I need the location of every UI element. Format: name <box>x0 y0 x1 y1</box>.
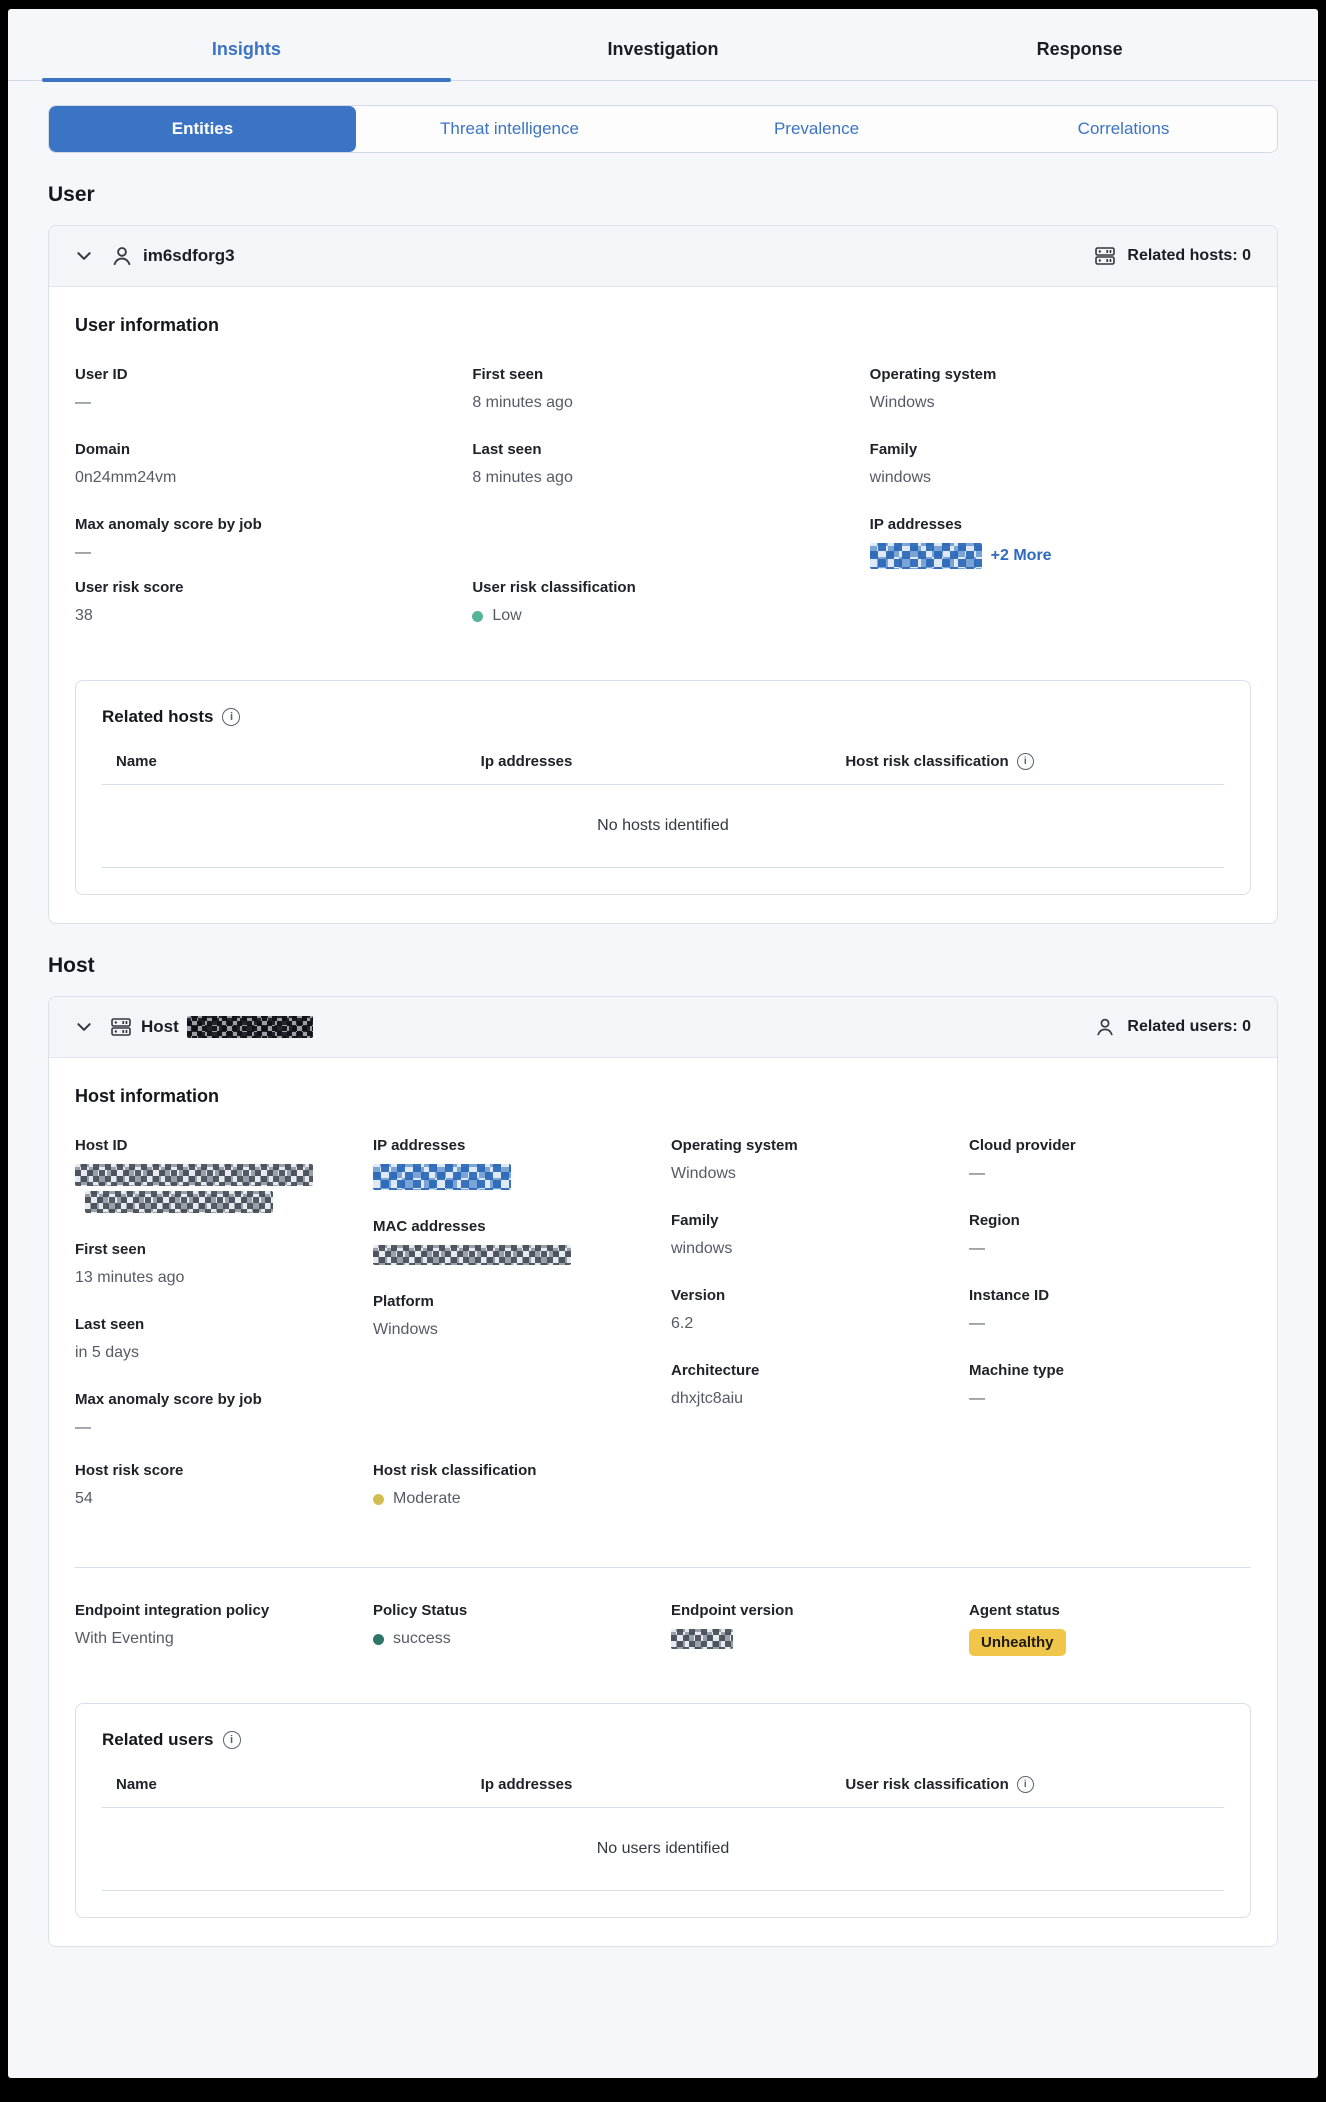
user-card-header <box>49 226 1277 287</box>
related-users-empty-state: No users identified <box>102 1808 1224 1891</box>
field-label: Last seen <box>75 1316 145 1333</box>
field-value: — <box>969 1390 985 1407</box>
related-hosts-table-header <box>102 753 1224 785</box>
field-cloud-provider <box>969 1137 1251 1184</box>
field-value: — <box>75 394 91 411</box>
tab-investigation[interactable]: Investigation <box>607 39 719 59</box>
field-user-risk-score <box>75 579 456 626</box>
col-host-risk-classification: Host risk classification <box>845 753 1009 770</box>
field-ip-addresses <box>373 1137 655 1190</box>
field-first-seen <box>472 366 853 413</box>
col-name: Name <box>116 1776 157 1793</box>
field-last-seen <box>75 1316 357 1363</box>
field-value: 6.2 <box>671 1315 694 1332</box>
field-agent-status <box>969 1602 1251 1677</box>
field-architecture <box>671 1362 953 1409</box>
info-icon[interactable]: i <box>222 708 240 726</box>
field-label: Max anomaly score by job <box>75 516 262 533</box>
field-mac-addresses <box>373 1218 655 1265</box>
user-info-col-2 <box>472 366 853 569</box>
host-title-prefix: Host <box>141 1017 179 1036</box>
related-hosts-title: Related hosts <box>102 707 214 726</box>
host-card-body <box>49 1058 1277 1946</box>
host-info-col-4 <box>969 1137 1251 1438</box>
field-host-risk-classification <box>373 1462 655 1509</box>
field-host-risk-score <box>75 1462 357 1509</box>
field-last-seen <box>472 441 853 488</box>
host-entity-card <box>48 996 1278 1947</box>
field-label: Endpoint integration policy <box>75 1602 270 1619</box>
field-label: IP addresses <box>373 1137 466 1154</box>
field-value: 54 <box>75 1490 93 1507</box>
field-operating-system <box>870 366 1251 413</box>
host-card-header <box>49 997 1277 1058</box>
flyout-panel <box>8 9 1318 2078</box>
related-hosts-count-button[interactable] <box>1093 244 1251 268</box>
host-risk-row <box>75 1462 1251 1537</box>
field-label: Family <box>671 1212 719 1229</box>
field-label: User risk classification <box>472 579 636 596</box>
redacted-mac-addresses <box>373 1245 571 1265</box>
host-info-col-3 <box>671 1137 953 1438</box>
info-icon[interactable]: i <box>1017 753 1034 770</box>
redacted-host-id <box>85 1191 273 1213</box>
user-information-title: User information <box>75 315 220 335</box>
col-name: Name <box>116 753 157 770</box>
host-section-heading: Host <box>48 954 95 977</box>
user-info-col-1 <box>75 366 456 569</box>
user-card-title <box>109 243 235 269</box>
top-tab-bar <box>8 9 1318 81</box>
col-user-risk-classification: User risk classification <box>845 1776 1009 1793</box>
user-section-heading: User <box>48 183 95 206</box>
field-value: windows <box>671 1240 733 1257</box>
field-value: 13 minutes ago <box>75 1269 185 1286</box>
redacted-host-name <box>187 1016 313 1038</box>
field-machine-type <box>969 1362 1251 1409</box>
field-max-anomaly <box>75 516 456 563</box>
user-info-col-3 <box>870 366 1251 569</box>
host-info-grid <box>75 1137 1251 1438</box>
subtab-prevalence[interactable]: Prevalence <box>773 119 860 138</box>
success-status-dot <box>373 1634 384 1645</box>
ip-more-link[interactable]: +2 More <box>990 547 1052 564</box>
storage-icon <box>1093 244 1117 268</box>
host-info-col-1 <box>75 1137 357 1438</box>
field-label: Operating system <box>671 1137 798 1154</box>
field-value: 8 minutes ago <box>472 469 573 486</box>
endpoint-row <box>75 1602 1251 1677</box>
user-icon <box>1093 1015 1117 1039</box>
redacted-ip-addresses[interactable] <box>870 543 982 569</box>
tab-response[interactable]: Response <box>1036 39 1123 59</box>
field-value: With Eventing <box>75 1630 174 1647</box>
field-value: success <box>393 1630 451 1647</box>
related-users-title: Related users <box>102 1730 214 1749</box>
user-card-body <box>49 287 1277 923</box>
field-label: First seen <box>75 1241 146 1258</box>
subtab-entities[interactable]: Entities <box>49 106 356 152</box>
field-policy-status <box>373 1602 655 1649</box>
field-first-seen <box>75 1241 357 1288</box>
field-max-anomaly <box>75 1391 357 1438</box>
user-icon <box>109 243 135 269</box>
field-user-id <box>75 366 456 413</box>
field-operating-system <box>671 1137 953 1184</box>
field-label: Operating system <box>869 366 997 383</box>
related-users-count-button[interactable] <box>1093 1015 1251 1039</box>
field-value: — <box>75 1419 91 1436</box>
field-label: Endpoint version <box>671 1602 794 1619</box>
related-hosts-empty-state: No hosts identified <box>102 785 1224 868</box>
field-label: Domain <box>75 441 131 458</box>
field-label: User ID <box>75 366 128 383</box>
user-entity-card <box>48 225 1278 924</box>
field-region <box>969 1212 1251 1259</box>
user-risk-row <box>75 579 1251 654</box>
info-icon[interactable]: i <box>223 1731 241 1749</box>
field-platform <box>373 1293 655 1340</box>
field-label: Host risk classification <box>373 1462 537 1479</box>
field-endpoint-policy <box>75 1602 357 1649</box>
field-label: Cloud provider <box>969 1137 1076 1154</box>
redacted-ip-addresses[interactable] <box>373 1164 511 1190</box>
field-label: Architecture <box>671 1362 760 1379</box>
col-ip-addresses: Ip addresses <box>480 753 573 770</box>
field-host-id <box>75 1137 357 1213</box>
field-value: Moderate <box>393 1490 461 1507</box>
field-value: — <box>969 1165 985 1182</box>
field-family <box>671 1212 953 1259</box>
field-value: Low <box>492 607 522 624</box>
field-value: 38 <box>75 607 93 624</box>
field-label: Host risk score <box>75 1462 184 1479</box>
field-user-risk-classification <box>472 579 853 626</box>
field-label: Host ID <box>75 1137 128 1154</box>
user-info-grid <box>75 366 1251 569</box>
field-label: IP addresses <box>869 516 962 533</box>
field-ip-addresses <box>870 516 1251 569</box>
low-risk-dot <box>472 611 483 622</box>
storage-icon <box>109 1015 133 1039</box>
field-value: — <box>969 1240 985 1257</box>
field-value: windows <box>869 469 932 486</box>
field-label: Max anomaly score by job <box>75 1391 262 1408</box>
field-label: Policy Status <box>373 1602 468 1619</box>
field-value: in 5 days <box>75 1344 140 1361</box>
agent-status-badge: Unhealthy <box>969 1629 1066 1656</box>
section-divider <box>75 1567 1251 1568</box>
field-value: Windows <box>869 394 935 411</box>
field-value: Windows <box>373 1321 438 1338</box>
field-label: Last seen <box>472 441 542 458</box>
field-version <box>671 1287 953 1334</box>
related-users-panel <box>75 1703 1251 1918</box>
related-hosts-panel <box>75 680 1251 895</box>
field-value: Windows <box>671 1165 736 1182</box>
field-endpoint-version <box>671 1602 953 1649</box>
info-icon[interactable]: i <box>1017 1776 1034 1793</box>
field-value: dhxjtc8aiu <box>671 1390 744 1407</box>
field-value: 0n24mm24vm <box>75 469 177 486</box>
field-label: First seen <box>472 366 544 383</box>
field-instance-id <box>969 1287 1251 1334</box>
redacted-endpoint-version <box>671 1629 733 1649</box>
field-label: Platform <box>373 1293 434 1310</box>
user-name: im6sdforg3 <box>143 246 235 265</box>
field-label: Version <box>671 1287 726 1304</box>
field-family <box>870 441 1251 488</box>
field-label: Family <box>869 441 918 458</box>
field-value: 8 minutes ago <box>472 394 573 411</box>
redacted-host-id <box>75 1164 313 1186</box>
chevron-down-icon[interactable] <box>75 247 93 265</box>
field-value: — <box>969 1315 985 1332</box>
subtab-correlations[interactable]: Correlations <box>1077 119 1170 138</box>
moderate-risk-dot <box>373 1494 384 1505</box>
field-label: Region <box>969 1212 1020 1229</box>
col-ip-addresses: Ip addresses <box>480 1776 573 1793</box>
field-label: User risk score <box>75 579 184 596</box>
insights-sub-tab-group <box>48 105 1278 153</box>
chevron-down-icon[interactable] <box>75 1018 93 1036</box>
related-hosts-count-label: Related hosts: 0 <box>1127 247 1251 264</box>
tab-insights[interactable]: Insights <box>38 9 455 80</box>
field-label: MAC addresses <box>373 1218 486 1235</box>
field-label: Agent status <box>969 1602 1060 1619</box>
host-information-title: Host information <box>75 1086 219 1106</box>
field-domain <box>75 441 456 488</box>
field-label: Instance ID <box>969 1287 1050 1304</box>
field-label: Machine type <box>969 1362 1065 1379</box>
related-users-table-header <box>102 1776 1224 1808</box>
related-users-count-label: Related users: 0 <box>1127 1018 1251 1035</box>
subtab-threat-intelligence[interactable]: Threat intelligence <box>440 119 579 138</box>
field-value: — <box>75 544 91 561</box>
host-card-title <box>109 1015 313 1039</box>
host-info-col-2 <box>373 1137 655 1438</box>
